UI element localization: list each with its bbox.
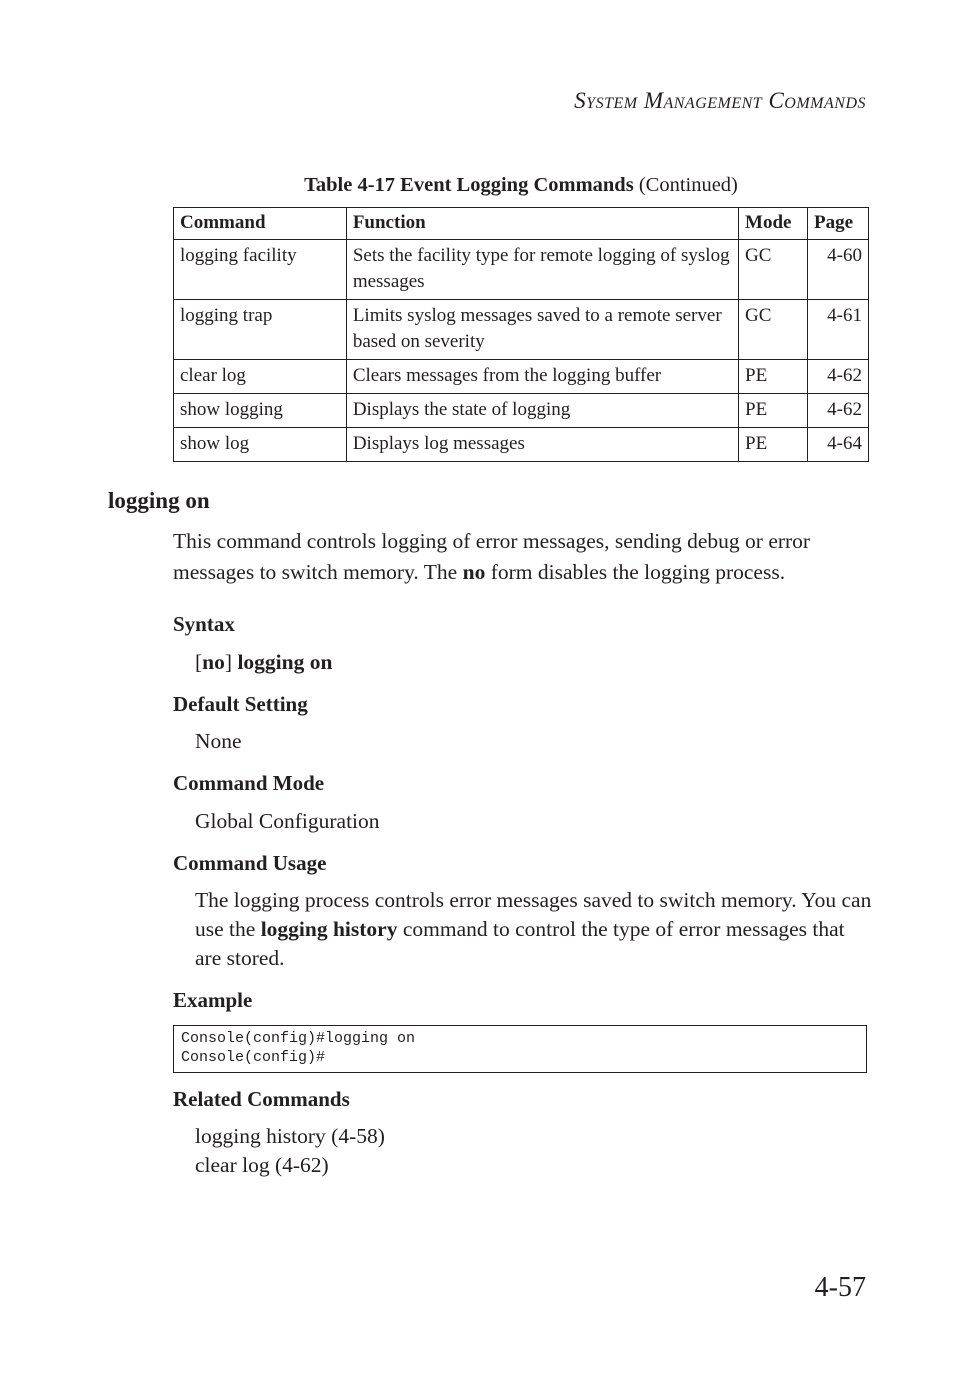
cell-function: Sets the facility type for remote logging of syslog messages: [346, 240, 738, 300]
cell-page: 4-62: [808, 394, 869, 428]
column-header-command: Command: [174, 208, 347, 240]
cell-function: Clears messages from the logging buffer: [346, 360, 738, 394]
example-code-box: [173, 1025, 867, 1073]
cell-mode: PE: [739, 360, 808, 394]
cell-page: 4-60: [808, 240, 869, 300]
table-row: [174, 300, 869, 360]
command-usage-paragraph: [195, 886, 875, 973]
related-command-item: logging history (4-58): [195, 1124, 385, 1148]
intro-text-2: form disables the logging process.: [485, 560, 786, 584]
cell-command: logging trap: [174, 300, 347, 360]
cell-function: Limits syslog messages saved to a remote server based on severity: [346, 300, 738, 360]
column-header-function: Function: [346, 208, 738, 240]
related-command-item: clear log (4-62): [195, 1153, 329, 1177]
page-number: 4-57: [814, 1272, 866, 1303]
usage-text-2: command to control the type of error messages that are stored.: [195, 917, 845, 970]
table-header-row: [174, 208, 869, 240]
syntax-command: logging on: [237, 650, 333, 674]
cell-mode: PE: [739, 394, 808, 428]
syntax-heading: Syntax: [173, 612, 235, 636]
intro-text-1: This command controls logging of error messages, sending debug or error messages to switch memory. The: [173, 529, 811, 584]
cell-command: show log: [174, 428, 347, 462]
table-caption-label: Table 4-17 Event Logging Commands: [304, 174, 634, 196]
event-logging-commands-table: [173, 207, 869, 462]
code-line: Console(config)#logging on: [181, 1030, 416, 1047]
cell-command: clear log: [174, 360, 347, 394]
code-line: Console(config)#: [181, 1049, 326, 1066]
command-mode-heading: Command Mode: [173, 771, 325, 795]
table-caption-suffix: (Continued): [638, 174, 738, 196]
usage-text-1: The logging process controls error messages saved to switch memory. You can use the: [195, 888, 872, 941]
table-row: [174, 394, 869, 428]
syntax-no-keyword: no: [202, 650, 225, 674]
cell-mode: GC: [739, 300, 808, 360]
cell-mode: GC: [739, 240, 808, 300]
related-commands-list: [195, 1122, 875, 1180]
cell-mode: PE: [739, 428, 808, 462]
column-header-mode: Mode: [739, 208, 808, 240]
usage-bold-command: logging history: [260, 917, 398, 941]
syntax-bracket-close: ]: [224, 650, 238, 674]
intro-bold-no: no: [462, 560, 486, 584]
default-setting-value: None: [195, 729, 242, 753]
default-setting-heading: Default Setting: [173, 692, 308, 716]
command-mode-value: Global Configuration: [195, 809, 380, 833]
cell-page: 4-64: [808, 428, 869, 462]
intro-paragraph: [173, 526, 873, 588]
table-row: [174, 360, 869, 394]
running-header: System Management Commands: [574, 88, 866, 113]
cell-command: show logging: [174, 394, 347, 428]
command-usage-heading: Command Usage: [173, 851, 327, 875]
column-header-page: Page: [808, 208, 869, 240]
table-row: [174, 428, 869, 462]
section-title: logging on: [108, 488, 210, 513]
example-heading: Example: [173, 988, 253, 1012]
related-commands-heading: Related Commands: [173, 1087, 350, 1111]
cell-page: 4-61: [808, 300, 869, 360]
cell-function: Displays log messages: [346, 428, 738, 462]
syntax-bracket-open: [: [195, 650, 203, 674]
cell-command: logging facility: [174, 240, 347, 300]
cell-function: Displays the state of logging: [346, 394, 738, 428]
syntax-line: [195, 648, 875, 677]
table-caption: [174, 174, 868, 197]
cell-page: 4-62: [808, 360, 869, 394]
table-row: [174, 240, 869, 300]
